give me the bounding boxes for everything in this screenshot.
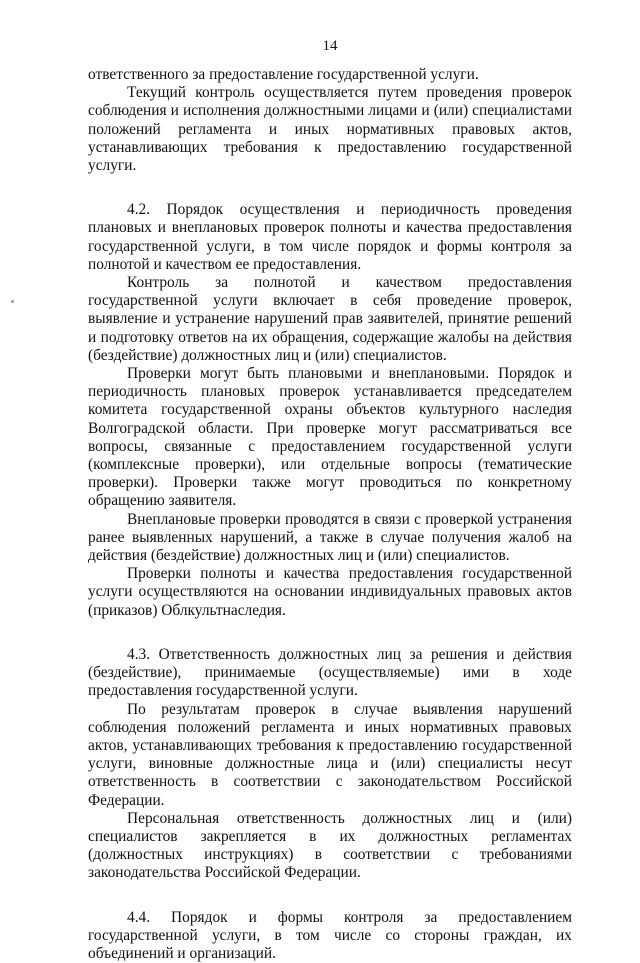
section-gap (88, 175, 572, 201)
paragraph-current-control: Текущий контроль осуществляется путем проведения проверок соблюдения и исполнения должностными лицами и (или) специалистами положений регламента и иных нормативных правовых актов, устанавливающих требования к предоставлению государственной услуги. (88, 84, 572, 175)
document-body (88, 66, 572, 963)
paragraph-violations-responsibility: По результатам проверок в случае выявления нарушений соблюдения положений регламента и иных нормативных правовых актов, устанавливающих требования к предоставлению государственной услуги, виновные должностные лица и (или) специалисты несут ответственность в соответствии с законодательством Российской Федерации. (88, 700, 572, 809)
section-gap (88, 620, 572, 646)
paragraph-continuation: ответственного за предоставление государственной услуги. (88, 66, 479, 83)
paragraph-unscheduled-inspections: Внеплановые проверки проводятся в связи с проверкой устранения ранее выявленных нарушений, а также в случае получения жалоб на действия (бездействие) должностных лиц и (или) специалистов. (88, 510, 572, 565)
section-heading-4-2: 4.2. Порядок осуществления и периодичность проведения плановых и внеплановых проверок полноты и качества предоставления государственной услуги, в том числе порядок и формы контроля за полнотой и качеством ее предоставления. (88, 201, 572, 273)
paragraph-inspections-types: Проверки могут быть плановыми и внеплановыми. Порядок и периодичность плановых проверок устанавливается председателем комитета государственной охраны объектов культурного наследия Волгоградской области. При проверке могут рассматриваться все вопросы, связанные с предоставлением государственной услуги (комплексные проверки), или отдельные вопросы (тематические проверки). Проверки также могут проводиться по конкретному обращению заявителя. (88, 365, 572, 510)
paragraph-inspection-basis: Проверки полноты и качества предоставления государственной услуги осуществляются на основании индивидуальных правовых актов (приказов) Облкультнаследия. (88, 565, 572, 619)
page-number: 14 (322, 38, 338, 54)
section-heading-4-4: 4.4. Порядок и формы контроля за предоставлением государственной услуги, в том числе со стороны граждан, их объединений и организаций. (88, 908, 572, 962)
paragraph-quality-control: Контроль за полнотой и качеством предоставления государственной услуги включает в себя проведение проверок, выявление и устранение нарушений прав заявителей, принятие решений и подготовку ответов на их обращения, содержащие жалобы на действия (бездействие) должностных лиц и (или) специалистов. (88, 274, 572, 364)
paragraph-personal-responsibility: Персональная ответственность должностных лиц и (или) специалистов закрепляется в их должностных регламентах (должностных инструкциях) в соответствии с требованиями законодательства Российской Федерации. (88, 809, 572, 882)
section-heading-4-3: 4.3. Ответственность должностных лиц за решения и действия (бездействие), принимаемые (осуществляемые) ими в ходе предоставления государственной услуги. (88, 645, 572, 700)
scan-dot-mark (11, 300, 14, 303)
